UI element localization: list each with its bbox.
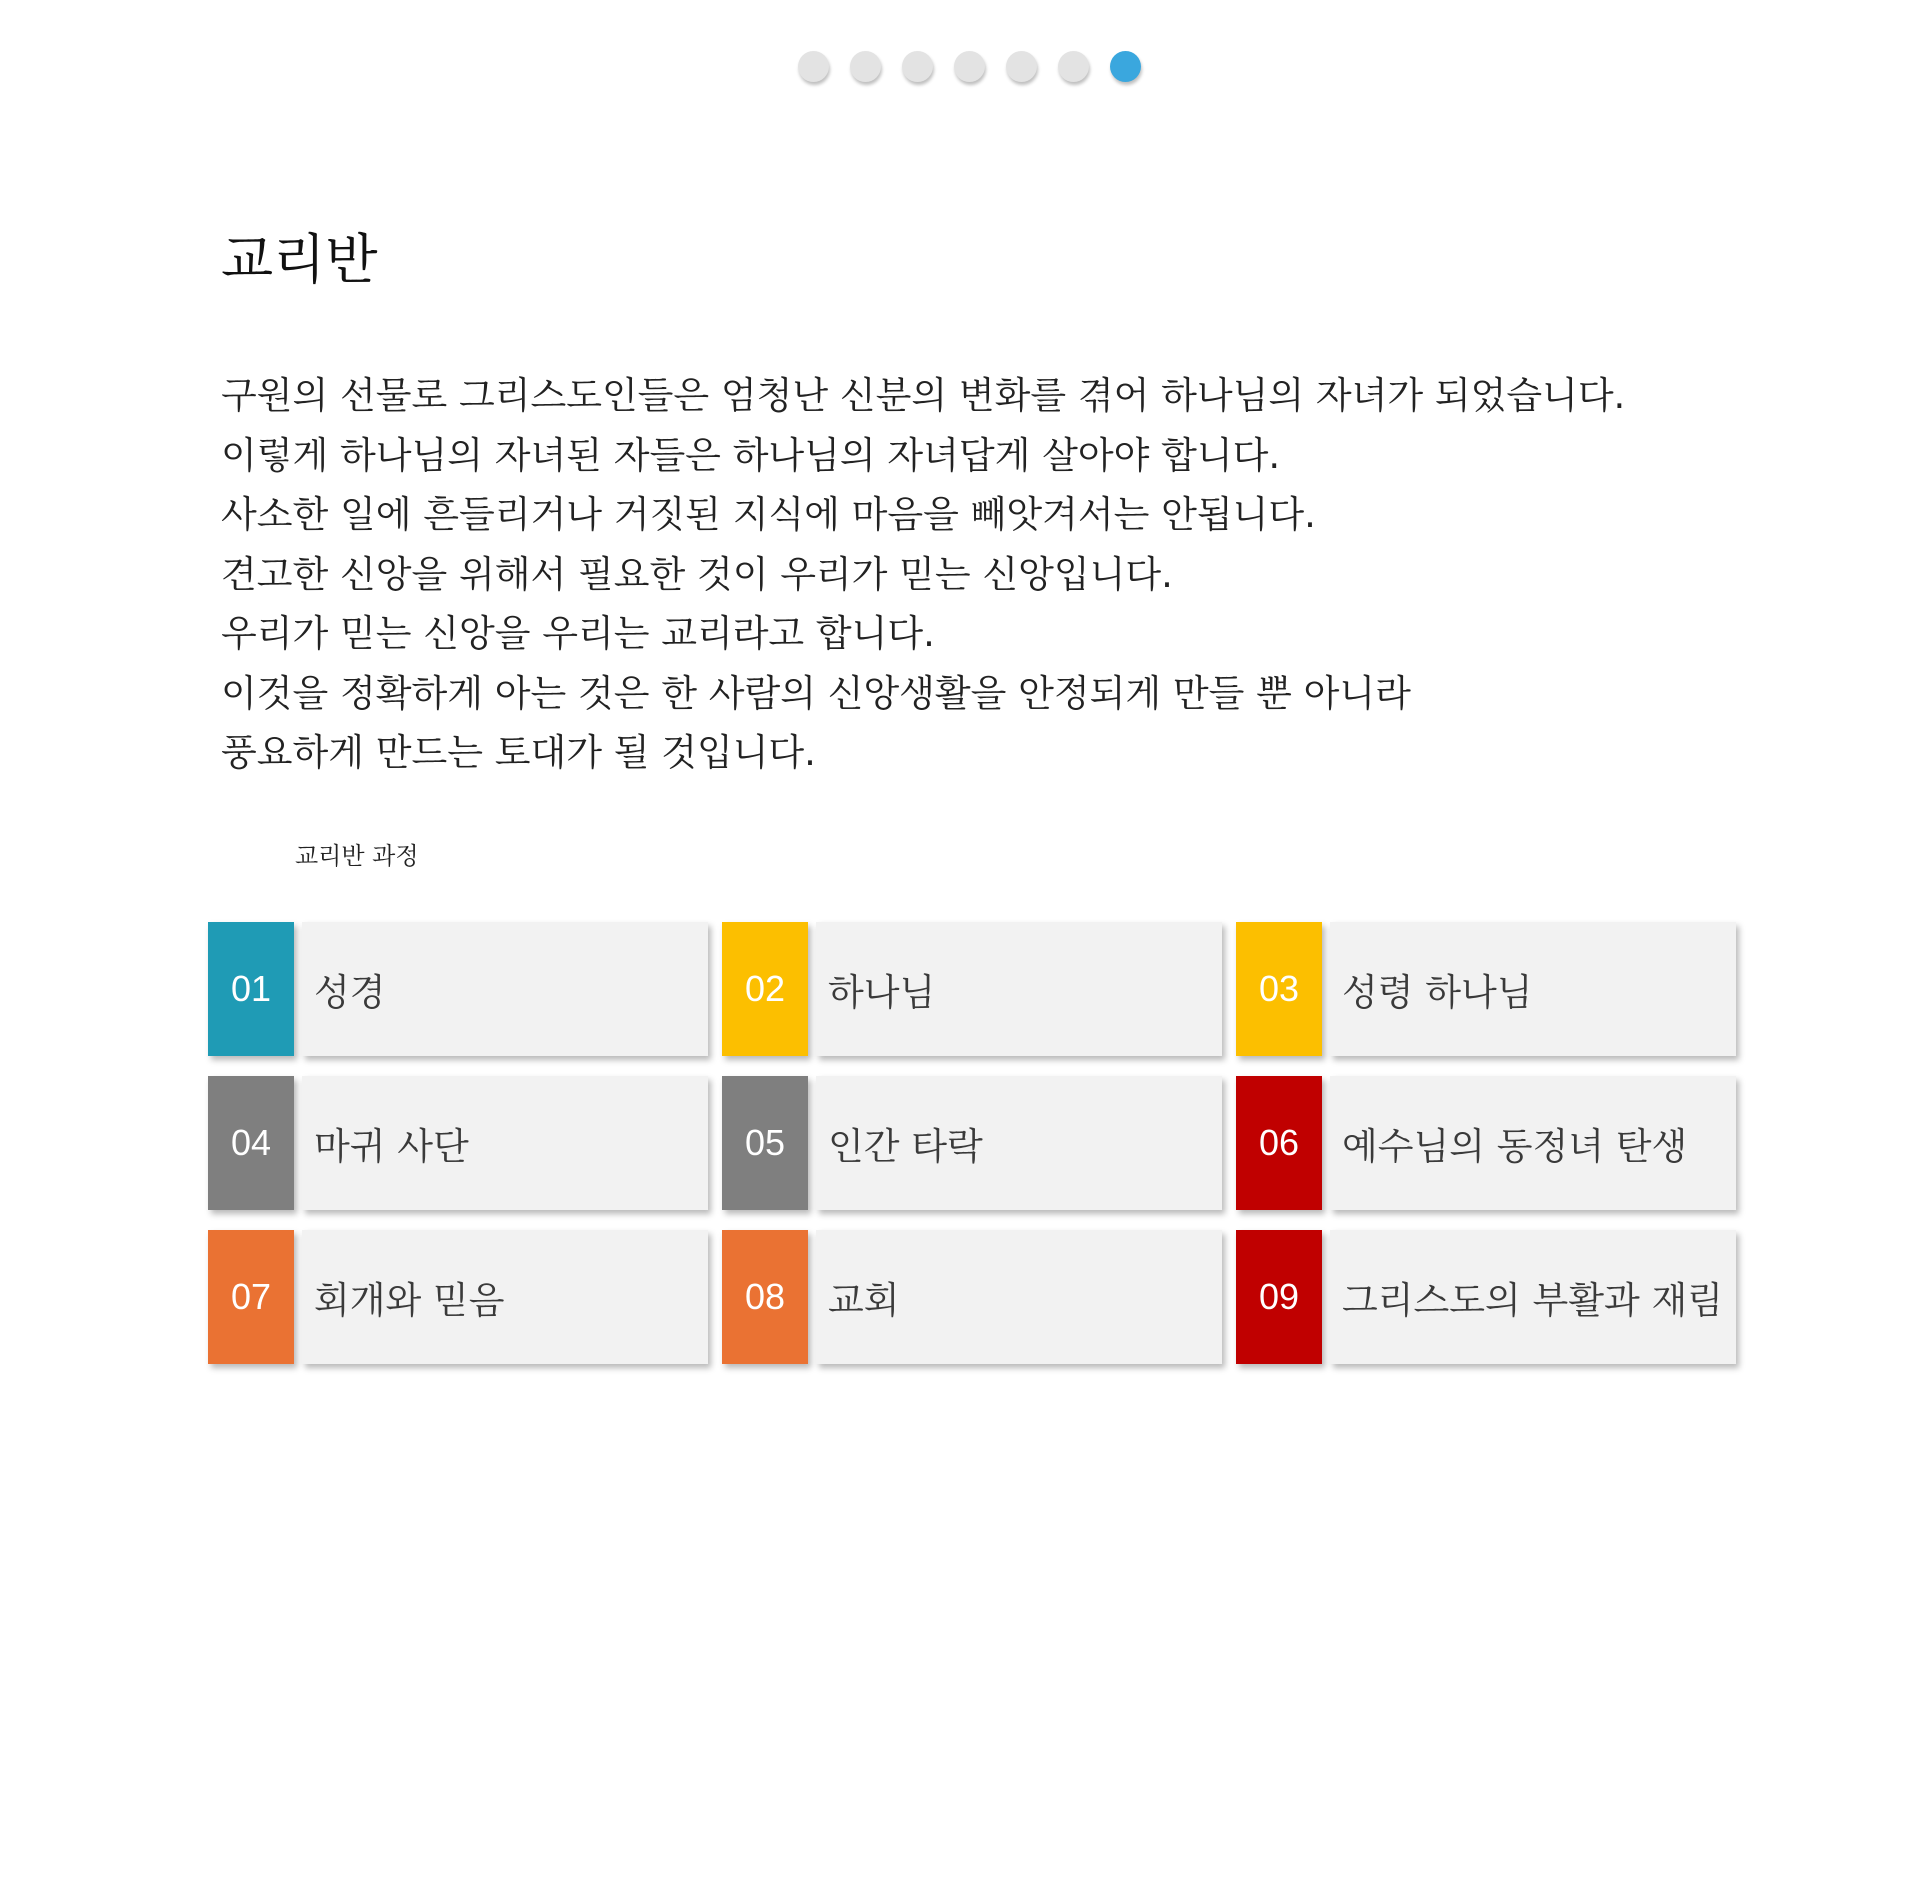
course-label: 회개와 믿음: [302, 1230, 708, 1364]
course-number-badge: 09: [1236, 1230, 1322, 1364]
courses-heading: 교리반 과정: [295, 842, 419, 870]
pager-dot[interactable]: [1110, 51, 1141, 82]
course-number-badge: 07: [208, 1230, 294, 1364]
pager-dot[interactable]: [1006, 51, 1037, 82]
intro-line: 이것을 정확하게 아는 것은 한 사람의 신앙생활을 안정되게 만들 뿐 아니라: [221, 671, 1411, 715]
pager-dot[interactable]: [850, 51, 881, 82]
slide-pager: [798, 51, 1141, 82]
intro-text: [221, 366, 1625, 783]
course-card[interactable]: [1236, 1230, 1736, 1364]
course-card[interactable]: [208, 1076, 708, 1210]
course-card[interactable]: [722, 1076, 1222, 1210]
intro-line: 우리가 믿는 신앙을 우리는 교리라고 합니다.: [221, 612, 935, 655]
course-label: 예수님의 동정녀 탄생: [1330, 1076, 1736, 1210]
course-label: 그리스도의 부활과 재림: [1330, 1230, 1736, 1364]
course-label: 교회: [816, 1230, 1222, 1364]
course-number-badge: 01: [208, 922, 294, 1056]
course-card[interactable]: [1236, 922, 1736, 1056]
course-card[interactable]: [208, 922, 708, 1056]
course-card[interactable]: [208, 1230, 708, 1364]
course-number-badge: 03: [1236, 922, 1322, 1056]
course-grid: [208, 922, 1736, 1364]
pager-dot[interactable]: [954, 51, 985, 82]
course-card[interactable]: [722, 1230, 1222, 1364]
course-card[interactable]: [1236, 1076, 1736, 1210]
course-label: 마귀 사단: [302, 1076, 708, 1210]
pager-dot[interactable]: [902, 51, 933, 82]
course-label: 성경: [302, 922, 708, 1056]
course-number-badge: 04: [208, 1076, 294, 1210]
intro-line: 풍요하게 만드는 토대가 될 것입니다.: [221, 731, 816, 774]
intro-line: 이렇게 하나님의 자녀된 자들은 하나님의 자녀답게 살아야 합니다.: [221, 433, 1281, 477]
course-number-badge: 08: [722, 1230, 808, 1364]
intro-line: 구원의 선물로 그리스도인들은 엄청난 신분의 변화를 겪어 하나님의 자녀가 되었습니다.: [221, 374, 1626, 417]
pager-dot[interactable]: [798, 51, 829, 82]
course-label: 하나님: [816, 922, 1222, 1056]
pager-dot[interactable]: [1058, 51, 1089, 82]
course-number-badge: 06: [1236, 1076, 1322, 1210]
course-number-badge: 02: [722, 922, 808, 1056]
course-label: 성령 하나님: [1330, 922, 1736, 1056]
course-card[interactable]: [722, 922, 1222, 1056]
intro-line: 견고한 신앙을 위해서 필요한 것이 우리가 믿는 신앙입니다.: [221, 552, 1173, 596]
course-number-badge: 05: [722, 1076, 808, 1210]
page-title: 교리반: [221, 228, 378, 291]
intro-line: 사소한 일에 흔들리거나 거짓된 지식에 마음을 빼앗겨서는 안됩니다.: [221, 493, 1316, 536]
course-label: 인간 타락: [816, 1076, 1222, 1210]
